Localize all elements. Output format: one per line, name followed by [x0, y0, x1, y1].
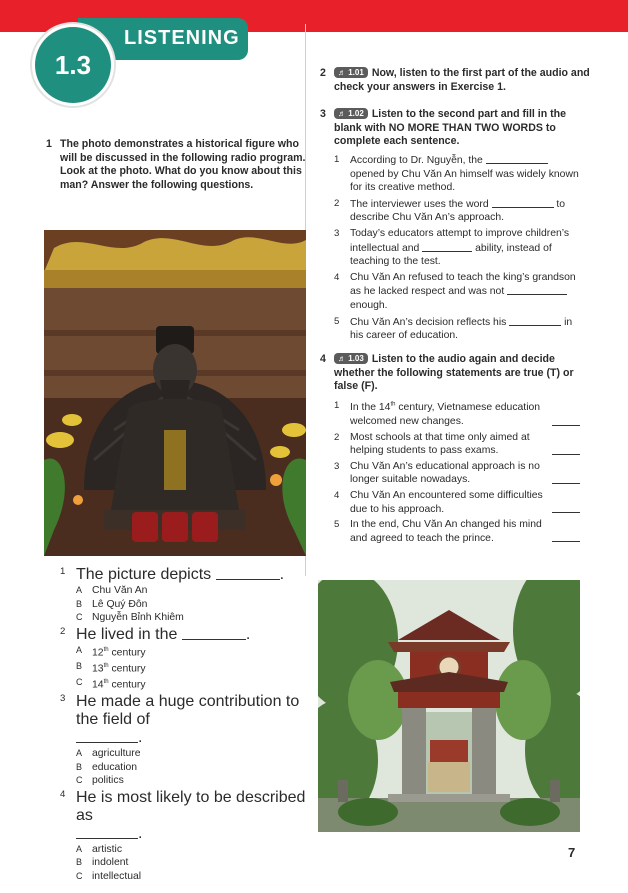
option-4a[interactable]: A artistic	[76, 843, 123, 855]
true-false-3: 3 Chu Văn An’s educational approach is no longer suitable nowadays.	[334, 460, 580, 487]
tf-answer-blank[interactable]	[552, 454, 580, 455]
option-2c[interactable]: C 14th century	[76, 676, 146, 691]
option-3b[interactable]: B education	[76, 761, 138, 773]
audio-track-icon[interactable]: ♬ 1.03	[334, 353, 368, 364]
exercise-1-questions	[60, 566, 310, 885]
true-false-4: 4 Chu Văn An encountered some difficulties due to his approach.	[334, 489, 580, 516]
temple-illustration	[318, 580, 580, 832]
answer-blank[interactable]	[507, 284, 567, 295]
exercise-4: 4 ♬ 1.03 Listen to the audio again and decide whether the following statements are true (T) or false (F).	[320, 353, 574, 393]
true-false-2: 2 Most schools at that time only aimed at helping students to pass exams.	[334, 431, 580, 458]
option-1a[interactable]: A Chu Văn An	[76, 585, 148, 596]
gap-fill-1: 1 According to Dr. Nguyễn, the opened by Chu Văn An himself was widely known for its creative method.	[334, 154, 579, 194]
option-2b[interactable]: B 13th century	[76, 660, 146, 675]
gap-fill-4: 4 Chu Văn An refused to teach the king’s grandson as he lacked respect and was not enough.	[334, 271, 576, 311]
option-4c[interactable]: C intellectual	[76, 870, 142, 882]
answer-blank[interactable]	[509, 315, 561, 326]
statue-illustration	[44, 230, 306, 556]
mcq-question-4: 4 He is most likely to be described as .	[60, 788, 306, 842]
option-2a[interactable]: A 12th century	[76, 644, 146, 659]
option-1c[interactable]: C Nguyễn Bỉnh Khiêm	[76, 612, 184, 624]
gap-fill-5: 5 Chu Văn An’s decision reflects his in his career of education.	[334, 315, 573, 342]
exercise-2: 2 ♬ 1.01 Now, listen to the first part of the audio and check your answers in Exercise 1.	[320, 67, 590, 93]
audio-track-icon[interactable]: ♬ 1.01	[334, 67, 368, 78]
temple-photo	[318, 580, 580, 832]
exercise-1	[46, 138, 306, 192]
section-number: 1.3	[54, 49, 92, 80]
answer-blank[interactable]	[492, 197, 554, 208]
tf-answer-blank[interactable]	[552, 512, 580, 513]
gap-fill-3: 3 Today’s educators attempt to improve children’s intellectual and ability, instead of teaching to the test.	[334, 227, 570, 268]
option-4b[interactable]: B indolent	[76, 857, 129, 869]
tf-answer-blank[interactable]	[552, 425, 580, 426]
audio-track-icon[interactable]: ♬ 1.02	[334, 108, 368, 119]
answer-blank[interactable]	[486, 153, 548, 164]
exercise-4-items	[334, 399, 580, 547]
tf-answer-blank[interactable]	[552, 483, 580, 484]
answer-blank[interactable]	[182, 629, 246, 640]
mcq-question-2: 2 He lived in the .	[60, 625, 251, 643]
option-1b[interactable]: B Lê Quý Đôn	[76, 598, 148, 610]
answer-blank[interactable]	[216, 569, 280, 580]
true-false-1: 1 In the 14th century, Vietnamese education welcomed new changes.	[334, 399, 580, 429]
section-title: LISTENING	[124, 27, 240, 49]
statue-photo	[44, 230, 306, 556]
mcq-question-1: 1 The picture depicts .	[60, 566, 285, 583]
answer-blank[interactable]	[76, 828, 138, 839]
tf-answer-blank[interactable]	[552, 541, 580, 542]
option-3c[interactable]: C politics	[76, 775, 124, 787]
exercise-1-instructions: The photo demonstrates a historical figure who will be discussed in the following radio program. Look at the photo. What do you know about this man? Answer the following questions.	[60, 138, 306, 191]
exercise-1-number: 1	[46, 138, 52, 150]
option-3a[interactable]: A agriculture	[76, 747, 141, 759]
true-false-5: 5 In the end, Chu Văn An changed his mind and agreed to teach the prince.	[334, 518, 580, 545]
page-number: 7	[568, 845, 576, 860]
answer-blank[interactable]	[76, 732, 138, 743]
mcq-question-3: 3 He made a huge contribution to the field of .	[60, 692, 300, 746]
answer-blank[interactable]	[422, 241, 472, 252]
exercise-3-items	[334, 153, 584, 345]
exercise-3: 3 ♬ 1.02 Listen to the second part and fill in the blank with NO MORE THAN TWO WORDS to complete each sentence.	[320, 108, 567, 148]
gap-fill-2: 2 The interviewer uses the word to describe Chu Văn An’s approach.	[334, 197, 566, 224]
